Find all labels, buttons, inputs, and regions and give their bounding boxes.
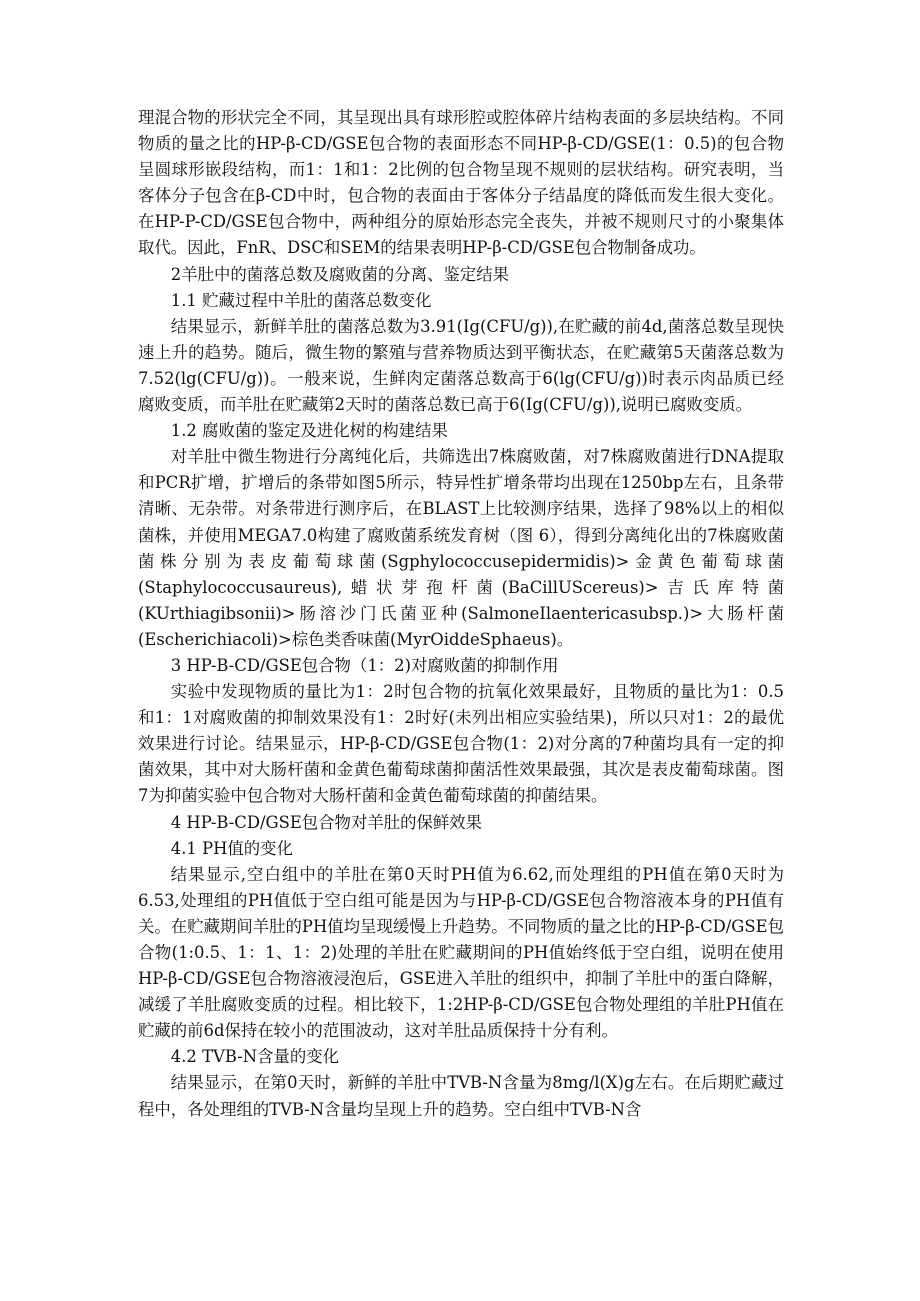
body-paragraph: 结果显示,空白组中的羊肚在第0天时PH值为6.62,而处理组的PH值在第0天时为6.53,处理组的PH值低于空白组可能是因为与HP-β-CD/GSE包合物溶液本身的PH值有关。在贮藏期间羊肚的PH值均呈现缓慢上升趋势。不同物质的量之比的HP-β-CD/GSE包合物(1:0.5、1：1、1：2)处理的羊肚在贮藏期间的PH值始终低于空白组，说明在使用HP-β-CD/GSE包合物溶液浸泡后，GSE进入羊肚的组织中，抑制了羊肚中的蛋白降解，减缓了羊肚腐败变质的过程。相比较下，1:2HP-β-CD/GSE包合物处理组的羊肚PH值在贮藏的前6d保持在较小的范围波动，这对羊肚品质保持十分有利。: [138, 864, 784, 1041]
body-paragraph: 对羊肚中微生物进行分离纯化后，共筛选出7株腐败菌，对7株腐败菌进行DNA提取和PCR扩增，扩增后的条带如图5所示，特异性扩增条带均出现在1250bp左右，且条带清晰、无杂带。对条带进行测序后，在BLAST上比较测序结果，选择了98%以上的相似菌株，并使用MEGA7.0构建了腐败菌系统发育树（图 6），得到分离纯化出的7株腐败菌菌株分别为表皮葡萄球菌(Sgphylococcusepidermidis)>金黄色葡萄球菌(Staphylococcusaureus),蜡状芽孢杆菌(BaCillUScereus)>吉氏库特菌(KUrthiagibsonii)>肠溶沙门氏菌亚种(SalmoneIlaentericasubsp.)>大肠杆菌(Escherichiacoli)>棕色类香味菌(MyrOiddeSphaeus)。: [138, 447, 784, 649]
subsection-heading: 4.2 TVB-N含量的变化: [170, 1047, 340, 1067]
document-page: [138, 105, 784, 1123]
body-paragraph: 实验中发现物质的量比为1：2时包合物的抗氧化效果最好，且物质的量比为1：0.5和1：1对腐败菌的抑制效果没有1：2时好(未列出相应实验结果)，所以只对1：2的最优效果进行讨论。结果显示，HP-β-CD/GSE包合物(1：2)对分离的7种菌均具有一定的抑菌效果，其中对大肠杆菌和金黄色葡萄球菌抑菌活性效果最强，其次是表皮葡萄球菌。图7为抑菌实验中包合物对大肠杆菌和金黄色葡萄球菌的抑菌结果。: [138, 682, 784, 806]
section-heading: 4 HP-B-CD/GSE包合物对羊肚的保鲜效果: [170, 812, 483, 832]
subsection-heading: 1.1 贮藏过程中羊肚的菌落总数变化: [170, 290, 432, 310]
body-paragraph: 结果显示，在第0天时，新鲜的羊肚中TVB-N含量为8mg/l(X)g左右。在后期贮藏过程中，各处理组的TVB-N含量均呈现上升的趋势。空白组中TVB-N含: [138, 1073, 784, 1119]
section-heading: 2羊肚中的菌落总数及腐败菌的分离、鉴定结果: [170, 264, 510, 284]
section-heading: 3 HP-B-CD/GSE包合物（1：2)对腐败菌的抑制作用: [170, 655, 559, 675]
subsection-heading: 1.2 腐败菌的鉴定及进化树的构建结果: [170, 421, 448, 441]
body-paragraph: 结果显示，新鲜羊肚的菌落总数为3.91(Ig(CFU/g)),在贮藏的前4d,菌落总数呈现快速上升的趋势。随后，微生物的繁殖与营养物质达到平衡状态，在贮藏第5天菌落总数为7.52(lg(CFU/g))。一般来说，生鲜肉定菌落总数高于6(lg(CFU/g))时表示肉品质已经腐败变质，而羊肚在贮藏第2天时的菌落总数已高于6(Ig(CFU/g)),说明已腐败变质。: [138, 316, 784, 415]
body-paragraph: 理混合物的形状完全不同，其呈现出具有球形腔或腔体碎片结构表面的多层块结构。不同物质的量之比的HP-β-CD/GSE包合物的表面形态不同HP-β-CD/GSE(1：0.5)的包合物呈圆球形嵌段结构，而1：1和1：2比例的包合物呈现不规则的层状结构。研究表明，当客体分子包含在β-CD中时，包合物的表面由于客体分子结晶度的降低而发生很大变化。在HP-P-CD/GSE包合物中，两种组分的原始形态完全丧失，并被不规则尺寸的小聚集体取代。因此，FnR、DSC和SEM的结果表明HP-β-CD/GSE包合物制备成功。: [138, 108, 784, 258]
subsection-heading: 4.1 PH值的变化: [170, 838, 293, 858]
